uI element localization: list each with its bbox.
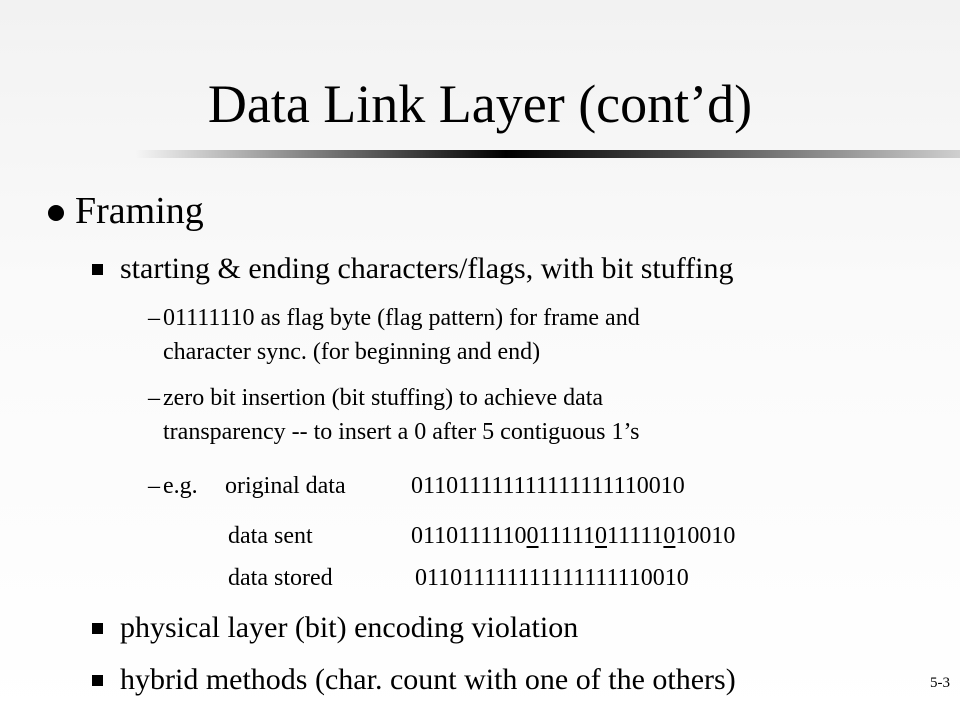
sub-bullet-flags: starting & ending characters/flags, with bit stuffing: [120, 252, 734, 285]
bullet-framing: Framing: [75, 190, 204, 232]
sent-bits-segment: 10010: [675, 523, 736, 549]
square-bullet-icon: [92, 623, 103, 634]
title-underline: [135, 150, 960, 158]
dash-marker: –: [148, 305, 160, 331]
bit-stuffing-line-2: transparency -- to insert a 0 after 5 contiguous 1’s: [163, 419, 640, 445]
flag-byte-line-1: 01111110 as flag byte (flag pattern) for frame and: [163, 305, 640, 331]
data-stored-label: data stored: [228, 565, 333, 591]
page-number: 5-3: [930, 675, 950, 691]
sent-bits-segment: 11111: [538, 523, 595, 549]
stuffed-zero-bit: 0: [663, 523, 676, 549]
data-sent-bits: [411, 521, 735, 551]
data-stored-bits: 011011111111111111110010: [415, 565, 689, 591]
slide-title: Data Link Layer (cont’d): [207, 74, 753, 134]
round-bullet-icon: [48, 205, 64, 221]
stuffed-zero-bit: 0: [594, 523, 607, 549]
original-data-bits: 011011111111111111110010: [411, 473, 685, 499]
square-bullet-icon: [92, 675, 103, 686]
dash-marker: –: [148, 473, 160, 499]
original-data-label: original data: [225, 473, 346, 499]
example-prefix: e.g.: [163, 473, 198, 499]
square-bullet-icon: [92, 264, 103, 275]
sent-bits-segment: 0110111110: [411, 523, 527, 549]
data-sent-label: data sent: [228, 523, 313, 549]
flag-byte-line-2: character sync. (for beginning and end): [163, 339, 541, 365]
bit-stuffing-line-1: zero bit insertion (bit stuffing) to achieve data: [163, 385, 604, 411]
stuffed-zero-bit: 0: [526, 523, 539, 549]
sub-bullet-encoding-violation: physical layer (bit) encoding violation: [120, 611, 579, 644]
dash-marker: –: [148, 385, 160, 411]
sent-bits-segment: 11111: [606, 523, 664, 549]
sub-bullet-hybrid-methods: hybrid methods (char. count with one of the others): [120, 663, 736, 696]
